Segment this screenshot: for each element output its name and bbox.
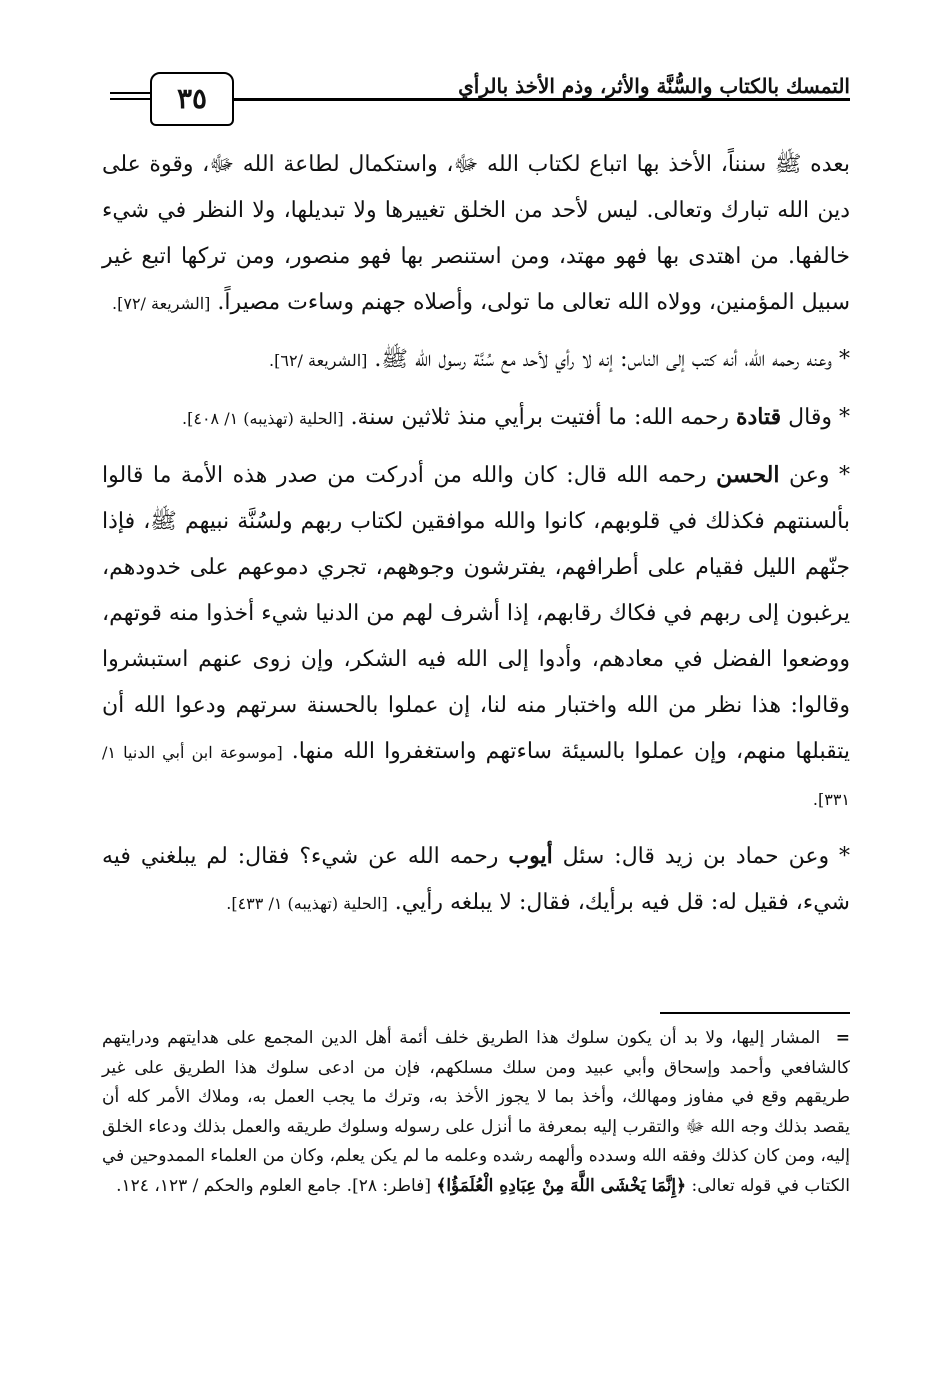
paragraph-5-lead: * وعن حماد بن زيد قال: سئل <box>562 844 850 869</box>
narrator-name: أيوب <box>508 843 553 869</box>
paragraph-1-text: بعده ﷺ سنناً، الأخذ بها اتباع لكتاب الله ﷻ، واستكمال لطاعة الله ﷻ، وقوة على دين الله تبارك وتعالى. ليس لأحد من الخلق تغييرها ولا تبديلها، ولا النظر في شيء خالفها. من اهتدى بها فهو مهتد، ومن استنصر بها فهو منصور، ومن تركها اتبع غير سبيل المؤمنين، وولاه الله تعالى ما تولى، وأصلاه جهنم وساءت مصيراً. <box>102 152 850 315</box>
paragraph-3 <box>102 394 850 442</box>
footnote-text: المشار إليها، ولا بد أن يكون سلوك هذا الطريق خلف أئمة أهل الدين المجمع على هدايتهم ودرايتهم كالشافعي وأحمد وإسحاق وأبي عبيد ومن سلك مسلكهم، فإن من ادعى سلوك هذا الطريق على غير طريقهم وقع في مفاوز ومهالك، وأخذ بما لا يجوز الأخذ به، وترك ما يجب العمل به، وملاك الأمر كله أن يقصد بذلك وجه الله ﷻ والتقرب إليه بمعرفة ما أنزل على رسوله وسلوك طريقه والعمل بذلك ودعاء الخلق إليه، ومن كان كذلك وفقه الله وسدده وألهمه رشده وعلمه ما لم يكن يعلم، وكان من العلماء الممدوحين في الكتاب في قوله تعالى: <box>102 1028 850 1196</box>
paragraph-3-text: رحمه الله: ما أفتيت برأيي منذ ثلاثين سنة. <box>350 405 729 430</box>
footnote-reference: [فاطر: ٢٨]. جامع العلوم والحكم / ١٢٣، ١٢٤. <box>116 1175 431 1196</box>
paragraph-3-lead: * وقال <box>788 405 850 430</box>
page-number-ornament <box>150 72 234 126</box>
footnote-continuation-marker: = <box>835 1028 850 1048</box>
paragraph-2 <box>102 337 850 384</box>
header-rule-left-bottom <box>110 98 150 100</box>
footnote <box>102 1024 850 1201</box>
header-rule-left-top <box>110 92 150 94</box>
narrator-name: قتادة <box>735 404 782 430</box>
main-text <box>102 142 850 937</box>
quran-verse: ﴿إِنَّمَا يَخْشَى اللَّهَ مِنْ عِبَادِهِ الْعُلَمَؤُا﴾ <box>436 1175 687 1196</box>
running-title: التمسك بالكتاب والسُّنَّة والأثر، وذم الأخذ بالرأي <box>458 74 850 98</box>
citation: [الشريعة /٦٢]. <box>269 351 368 370</box>
header-rule-right <box>230 98 850 101</box>
citation: [الحلية (تهذيبه) ١/ ٤٠٨]. <box>182 409 344 428</box>
paragraph-5 <box>102 833 850 927</box>
paragraph-5-text: رحمه الله عن شيء؟ فقال: لم يبلغني فيه شيء، فقيل له: قل فيه برأيك، فقال: لا يبلغه رأيي. <box>102 844 850 915</box>
paragraph-4-text: رحمه الله قال: كان والله من أدركت من صدر هذه الأمة ما قالوا بألسنتهم فكذلك في قلوبهم، كانوا والله موافقين لكتاب ربهم ولسُنَّة نبيهم ﷺ، فإذا جنّهم الليل فقيام على أطرافهم، يفترشون وجوههم، تجري دموعهم على خدودهم، يرغبون إلى ربهم في فكاك رقابهم، إذا أشرف لهم من الدنيا شيء أخذوا منه قوتهم، ووضعوا الفضل في معادهم، وأدوا إلى الله فيه الشكر، وإن زوى عنهم استبشروا وقالوا: هذا نظر من الله واختبار منه لنا، إن عملوا بالحسنة سرتهم ودعوا الله أن يتقبلها منهم، وإن عملوا بالسيئة ساءتهم واستغفروا الله منها. <box>102 463 850 764</box>
paragraph-2-text: * وعنه رحمه الله، أنه كتب إلى الناس: إنه لا رأي لأحد مع سُنَّة رسول الله ﷺ. <box>374 347 850 372</box>
paragraph-4 <box>102 452 850 823</box>
paragraph-4-lead: * وعن <box>788 463 850 488</box>
paragraph-1 <box>102 142 850 327</box>
citation: [الحلية (تهذيبه) ١/ ٤٣٣]. <box>226 894 388 913</box>
citation: [الشريعة /٧٢]. <box>112 294 211 313</box>
page-number: ٣٥ <box>176 82 208 115</box>
footnote-separator <box>660 1012 850 1014</box>
citation: [موسوعة ابن أبي الدنيا ١/ ٣٣١]. <box>102 743 850 809</box>
narrator-name: الحسن <box>716 462 780 488</box>
